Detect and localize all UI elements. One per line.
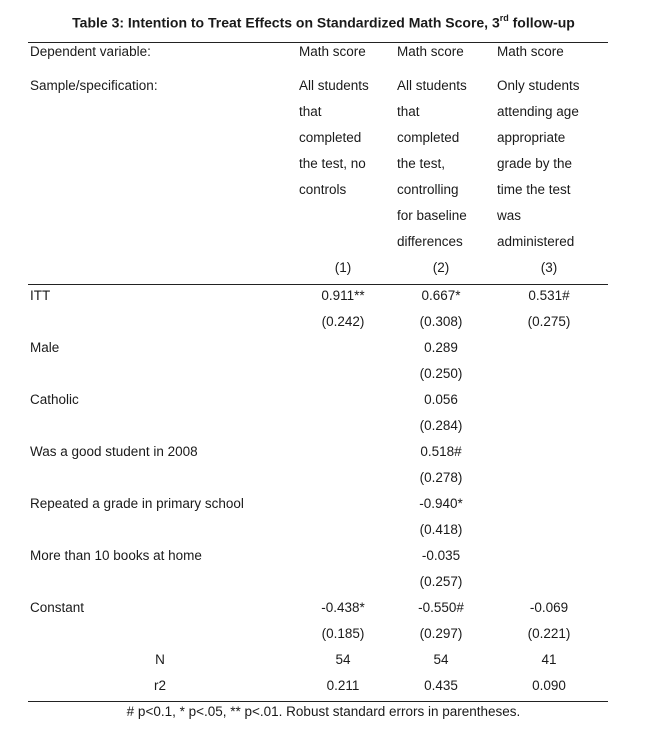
itt-coef-col3: 0.531# bbox=[528, 288, 570, 303]
dep-var-col1: Math score bbox=[299, 44, 366, 59]
sample-col3-line: Only students bbox=[497, 78, 580, 93]
repeated-grade-coef-col2: -0.940* bbox=[419, 496, 463, 511]
sample-col3-line: time the test bbox=[497, 182, 571, 197]
dep-var-col3: Math score bbox=[497, 44, 564, 59]
sample-col2-line: that bbox=[397, 104, 420, 119]
n-col2: 54 bbox=[433, 652, 449, 667]
dep-var-col2: Math score bbox=[397, 44, 464, 59]
r2-col2: 0.435 bbox=[424, 678, 458, 693]
male-se-col2: (0.250) bbox=[419, 366, 463, 381]
column-number-2: (2) bbox=[432, 260, 450, 275]
constant-se-col2: (0.297) bbox=[419, 626, 463, 641]
row-label-repeated-grade: Repeated a grade in primary school bbox=[30, 496, 244, 511]
catholic-se-col2: (0.284) bbox=[419, 418, 463, 433]
books-coef-col2: -0.035 bbox=[421, 548, 461, 563]
n-col1: 54 bbox=[335, 652, 351, 667]
top-rule bbox=[28, 42, 608, 43]
n-col3: 41 bbox=[541, 652, 557, 667]
header-rule bbox=[28, 284, 608, 285]
repeated-grade-se-col2: (0.418) bbox=[419, 522, 463, 537]
row-label-itt: ITT bbox=[30, 288, 51, 303]
row-label-male: Male bbox=[30, 340, 60, 355]
sample-col1-line: that bbox=[299, 104, 322, 119]
table-title: Table 3: Intention to Treat Effects on Standardized Math Score, 3rd follow-up bbox=[72, 13, 575, 31]
row-label-books: More than 10 books at home bbox=[30, 548, 202, 563]
constant-coef-col3: -0.069 bbox=[529, 600, 569, 615]
itt-se-col3: (0.275) bbox=[527, 314, 571, 329]
sample-col1-line: controls bbox=[299, 182, 347, 197]
sample-col3-line: administered bbox=[497, 234, 575, 249]
bottom-rule bbox=[28, 701, 608, 702]
books-se-col2: (0.257) bbox=[419, 574, 463, 589]
row-label-catholic: Catholic bbox=[30, 392, 79, 407]
stat-label-r2: r2 bbox=[153, 678, 166, 693]
constant-coef-col1: -0.438* bbox=[321, 600, 365, 615]
sample-col3-line: attending age bbox=[497, 104, 579, 119]
good-student-coef-col2: 0.518# bbox=[420, 444, 462, 459]
itt-se-col1: (0.242) bbox=[321, 314, 365, 329]
sample-col1-line: the test, no bbox=[299, 156, 366, 171]
sample-col3-line: grade by the bbox=[497, 156, 573, 171]
catholic-coef-col2: 0.056 bbox=[424, 392, 458, 407]
sample-col2-line: the test, bbox=[397, 156, 446, 171]
sample-col1-line: completed bbox=[299, 130, 362, 145]
male-coef-col2: 0.289 bbox=[424, 340, 458, 355]
sample-col3-line: was bbox=[497, 208, 522, 223]
stat-label-n: N bbox=[155, 652, 165, 667]
itt-coef-col2: 0.667* bbox=[421, 288, 461, 303]
row-label-good-student: Was a good student in 2008 bbox=[30, 444, 198, 459]
constant-se-col3: (0.221) bbox=[527, 626, 571, 641]
r2-col3: 0.090 bbox=[532, 678, 566, 693]
constant-coef-col2: -0.550# bbox=[418, 600, 464, 615]
footnote: # p<0.1, * p<.05, ** p<.01. Robust standard errors in parentheses. bbox=[126, 704, 521, 719]
sample-col3-line: appropriate bbox=[497, 130, 566, 145]
r2-col1: 0.211 bbox=[326, 678, 360, 693]
sample-col2-line: All students bbox=[397, 78, 467, 93]
column-number-3: (3) bbox=[540, 260, 558, 275]
sample-col1-line: All students bbox=[299, 78, 369, 93]
good-student-se-col2: (0.278) bbox=[419, 470, 463, 485]
column-number-1: (1) bbox=[334, 260, 352, 275]
itt-coef-col1: 0.911** bbox=[321, 288, 365, 303]
sample-col2-line: completed bbox=[397, 130, 460, 145]
itt-se-col2: (0.308) bbox=[419, 314, 463, 329]
title-superscript: rd bbox=[499, 13, 509, 23]
sample-spec-label: Sample/specification: bbox=[30, 78, 158, 93]
sample-col2-line: controlling bbox=[397, 182, 459, 197]
dependent-variable-label: Dependent variable: bbox=[30, 44, 151, 59]
sample-col2-line: for baseline bbox=[397, 208, 467, 223]
constant-se-col1: (0.185) bbox=[321, 626, 365, 641]
row-label-constant: Constant bbox=[30, 600, 85, 615]
sample-col2-line: differences bbox=[397, 234, 463, 249]
